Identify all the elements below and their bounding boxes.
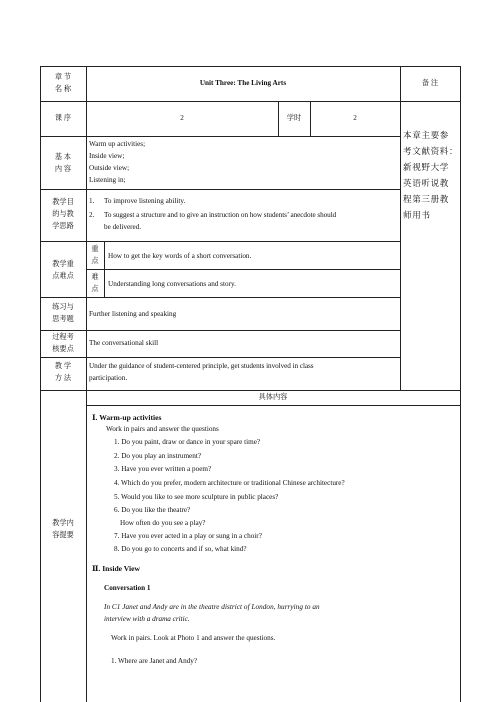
warmup-intro: Work in pairs and answer the questions [106,425,219,433]
notes-text: 英语听说教 [403,178,449,188]
label-column-divider [86,66,87,702]
method-label: 教 学 [54,362,72,370]
table-border-right [460,66,461,702]
objectives-label: 学思路 [52,222,74,230]
focus-label: 点 [91,257,99,265]
process-label: 核要点 [52,345,74,353]
difficulty-text: Understanding long conversations and story. [108,280,236,288]
notes-label: 备 注 [421,79,439,87]
row-divider [40,390,461,391]
question-item: 5. Would you like to see more sculpture in public places? [114,493,279,501]
notes-column-divider [400,66,401,391]
content-side-label: 容提要 [52,531,74,539]
practice-label: 练习与 [52,303,74,311]
objectives-label: 的与教 [52,210,74,218]
row-divider [40,357,401,358]
method-label: 方 法 [54,374,72,382]
question-item: 7. Have you ever acted in a play or sung in a choir? [114,532,262,540]
question-item: 1. Do you paint, draw or dance in your spare time? [114,438,261,446]
content-side-label: 教学内 [52,519,74,527]
lesson-order-label: 课 序 [54,114,72,122]
photo-instruction: Work in pairs. Look at Photo 1 and answer the questions. [111,634,276,642]
notes-text: 本章主要参 [403,130,449,140]
content-section-header: 具体内容 [258,393,288,401]
conversation-description: In C1 Janet and Andy are in the theatre district of London, hurrying to an [104,603,320,611]
inside-view-title: Ⅱ. Inside View [92,564,140,573]
basic-content-label: 基 本 [54,153,72,161]
unit-title: Unit Three: The Living Arts [199,79,287,87]
objective-number: 2. [89,211,95,219]
row-divider [40,330,401,331]
basic-content-item: Inside view; [89,152,125,160]
objective-number: 1. [89,197,95,205]
method-text: Under the guidance of student-centered principle, get students involved in class [89,362,314,370]
focus-text: How to get the key words of a short conversation. [108,252,252,260]
table-border-top [40,66,461,67]
row-divider [86,405,461,406]
row-divider [40,101,461,102]
question-item: 3. Have you ever written a poem? [114,465,212,473]
basic-content-label: 内 容 [54,165,72,173]
notes-text: 师用书 [403,210,431,220]
row-divider [40,136,401,137]
hours-value: 2 [353,114,357,122]
question-item: 8. Do you go to concerts and if so, what kind? [114,545,247,553]
basic-content-item: Warm up activities; [89,140,146,148]
photo-question: 1. Where are Janet and Andy? [111,657,198,665]
objective-text: To improve listening ability. [104,197,186,205]
objectives-label: 教学目 [52,198,74,206]
lesson-order-value: 2 [180,114,184,122]
objective-text: be delivered. [104,223,142,231]
warmup-title: Ⅰ. Warm-up activities [92,413,162,422]
chapter-label: 章 节 [54,73,72,81]
focus-label: 重 [91,245,99,253]
basic-content-item: Outside view; [89,164,130,172]
key-points-label: 点难点 [52,272,74,280]
difficulty-label: 点 [91,285,99,293]
chapter-label: 名 称 [54,85,72,93]
subcolumn-divider [104,241,105,297]
notes-text: 新视野大学 [403,162,449,172]
objective-text: To suggest a structure and to give an instruction on how students’ anecdote should [104,211,337,219]
practice-text: Further listening and speaking [89,310,177,318]
row-divider [40,297,401,298]
notes-text: 程第三册教 [403,194,449,204]
method-text: participation. [89,374,128,382]
basic-content-item: Listening in; [89,176,126,184]
row-divider [40,241,401,242]
question-item: 6. Do you like the theatre? [114,506,191,514]
key-points-label: 教学重 [52,260,74,268]
difficulty-label: 难 [91,273,99,281]
process-label: 过程考 [52,333,74,341]
conversation-title: Conversation 1 [104,584,151,592]
process-text: The conversational skill [89,339,159,347]
conversation-description: interview with a drama critic. [104,615,190,623]
row-divider [40,189,401,190]
question-item: 4. Which do you prefer, modern architecture or traditional Chinese architecture? [114,479,345,487]
practice-label: 思考题 [52,315,74,323]
row-divider [86,269,401,270]
hours-label: 学时 [286,114,302,122]
notes-text: 考文献资料： [403,146,459,156]
question-item: 2. Do you play an instrument? [114,452,202,460]
question-item: How often do you see a play? [120,519,206,527]
